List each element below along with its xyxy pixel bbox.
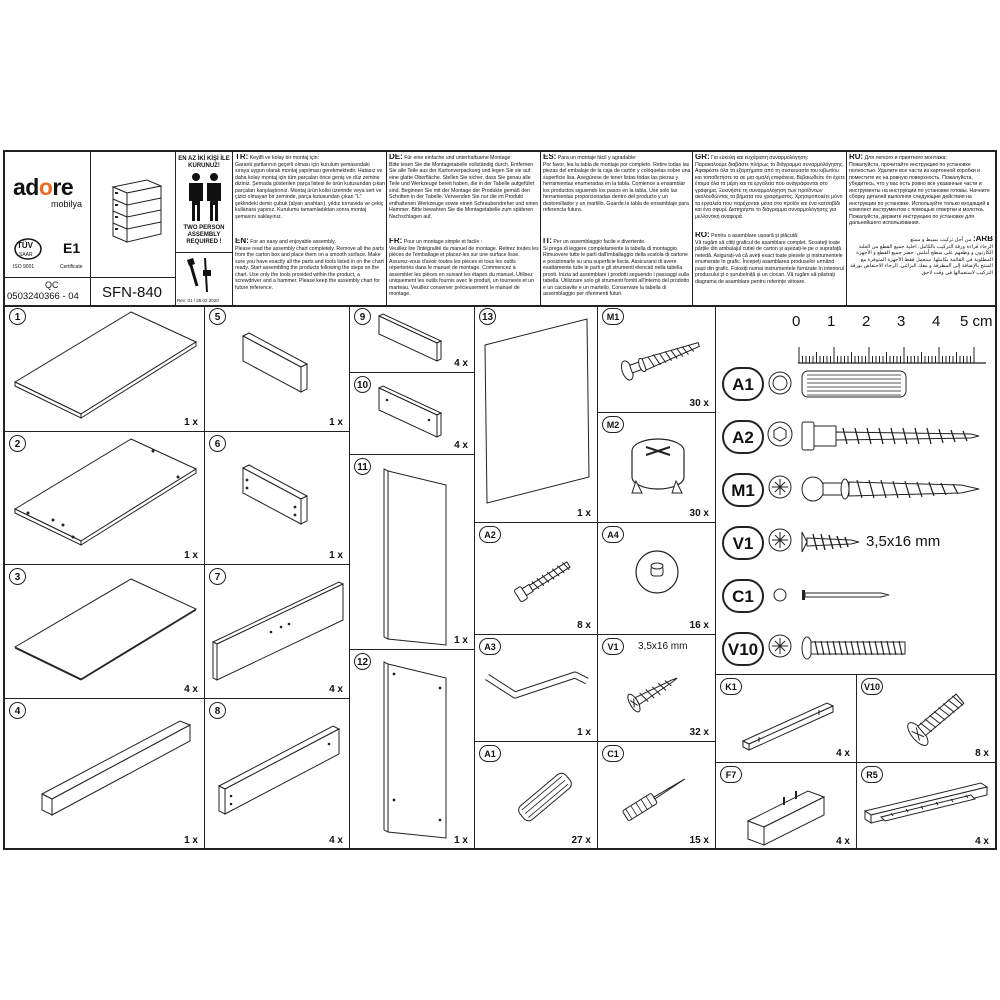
- scale-code-v10: V10: [722, 632, 764, 666]
- scale-code-a2: A2: [722, 420, 764, 454]
- iso-label: ISO 9001: [13, 264, 35, 270]
- fitting-a1: [475, 742, 598, 850]
- panel-10: [350, 373, 475, 455]
- panel-qty: 4 x: [184, 684, 198, 695]
- tuv-sub: SAAR: [19, 252, 33, 258]
- panel-qty: 1 x: [577, 508, 591, 519]
- fitting-f7: [716, 763, 857, 850]
- fitting-code: A2: [479, 526, 501, 543]
- instructions-ru: RU: Для легкого и приятного монтажа: Пожалуйста, прочитайте инструкцию по установке полностью. Удалите все части из картонной коробки и поместите их на ровную поверхность. Пожалуйста, убедитесь, что у вас есть ровно все указанные части и инструменты на инструкции по установке готовы. Начните сборку деталей выполняя следующие действия на инструкции по установке. Используйте только входящий в комплект инструментов с помощью отвертки и молотка. Пожалуйста, держите инструкцию по установке для дальнейшего использования.: [849, 154, 990, 226]
- phillips-head-icon: [766, 632, 796, 662]
- ruler-tick-4: 4: [932, 313, 941, 330]
- fitting-size: 3,5x16 mm: [638, 641, 688, 652]
- panel-6-drawing: [235, 462, 315, 542]
- ruler-tick-3: 3: [897, 313, 906, 330]
- euro-screw-icon: [510, 548, 580, 608]
- panel-12-drawing: [380, 660, 450, 845]
- panel-number: 12: [354, 653, 371, 670]
- fitting-qty: 4 x: [975, 836, 989, 847]
- fitting-qty: 16 x: [689, 620, 709, 631]
- panel-number: 3: [9, 568, 26, 585]
- cert-label: Certificate: [60, 264, 83, 270]
- fitting-code: M2: [602, 416, 624, 433]
- panel-10-drawing: [375, 385, 445, 440]
- panel-number: 13: [479, 308, 496, 325]
- nail-dowel-icon: [616, 767, 696, 827]
- instructions-it: IT: Per un assemblaggio facile e divertente. Si prega di leggere completamente la tabella di montaggio. Rimuovere tutte le parti dall'imballaggio della scatola di cartone e posizionarle su una superficie liscia. Assicurarsi di avere esattamente tutte le parti e gli strumenti elencati nella tabella pronti. Inizia ad assemblare i prodotti seguendo i passaggi sulla tabella. Utilizzare solo gli strumenti forniti all'interno del prodotto e un cacciavite e un martello. Conservare la tabella di assemblaggio per riferimenti futuri.: [543, 238, 690, 297]
- qc-code: 0503240366 - 04: [7, 291, 79, 302]
- panel-2: [5, 432, 205, 565]
- panel-4-drawing: [40, 719, 200, 819]
- tools-icon: [185, 256, 215, 296]
- phillips-head-icon: [766, 473, 796, 503]
- panel-qty: 1 x: [184, 835, 198, 846]
- instructions-de: DE: Für eine einfache und unterhaltsame Montage: Bitte lesen Sie die Montagetabelle vollständig durch. Entfernen Sie alle Teile aus der Kartonverpackung und legen Sie sie auf eine glatte Oberfläche. Stellen Sie sicher, dass Sie genau alle Teile und Werkzeuge bereit haben, die in der Tabelle aufgeführt sind. Beginnen Sie mit der Montage der Produkte gemäß den Schritten in der Tabelle. Verwenden Sie nur die im Produkt enthaltenen Werkzeuge sowie einen Schraubendreher und einen Hammer. Bitte bewahren Sie die Montagetabelle zum späteren Nachschlagen auf.: [389, 154, 539, 220]
- ruler-tick-2: 2: [862, 313, 871, 330]
- fitting-qty: 27 x: [571, 835, 591, 846]
- instructions-en: EN: For an easy and enjoyable assembly. Please read the assembly chart completely. Remove all the parts from the carton box and place them on a smooth surface. Make sure you have exactly all the parts and tools listed in on the chart ready. Start assembling the products following the steps on the chart. Use only the tools provided within the product, a screwdriver and a hammer. Please keep the assembly chart for future reference.: [235, 238, 384, 291]
- panel-qty: 4 x: [454, 358, 468, 369]
- scale-code-v1: V1: [722, 526, 764, 560]
- panel-number: 10: [354, 376, 371, 393]
- panel-7-drawing: [211, 580, 346, 680]
- brand-sub: mobilya: [51, 199, 83, 209]
- panel-number: 1: [9, 308, 26, 325]
- panel-3-drawing: [13, 575, 198, 685]
- fitting-v1: [598, 635, 716, 742]
- panel-qty: 4 x: [329, 835, 343, 846]
- assembly-sheet: [3, 150, 997, 850]
- panel-qty: 1 x: [329, 550, 343, 561]
- block-handle-icon: [744, 777, 844, 847]
- wood-dowel-icon: [505, 762, 585, 832]
- instructions-arb: ARB: من أجل تركيب بسيط و ممتع الرجاء قراءة ورقة التركيب بالكامل. اخلية جميع القطع من العلبة الكارتون و وظعهم على سطح أملس. حضر جميع القطع و الأجهزة المطلوبة في القائمة بكاملها. ستعمل فقط الأجهزة المتوفرة مع المنتج بالإضافة إلى المطرقة و مفك البراغي. الرجاء الاحتفاض بورقة التركيب لاستعمالها في وقت لاحق.: [850, 236, 993, 276]
- brand-logo: adore: [13, 174, 74, 200]
- panel-7: [205, 565, 350, 699]
- panel-number: 6: [209, 435, 226, 452]
- revision: Rev: 01 / 25.02.2020: [177, 298, 219, 303]
- instructions-fr: FR: Pour un montage simple et facile : Veuillez lire l'intégralité du manuel de montage. Retirez toutes les pièces de l'emballage et placez-les sur une surface lisse. Assurez-vous d'avoir toutes les pièces et tous les outils répertoriés dans le manuel de montage. Commencez à assembler les pièces en suivant les étapes du manuel. Utilisez uniquement les outils fournis avec le produit, un tournevis et un marteau. Veuillez conserver précieusement le manuel de montage.: [389, 238, 539, 297]
- fitting-qty: 4 x: [836, 836, 850, 847]
- panel-6: [205, 432, 350, 565]
- phillips-head-icon: [766, 526, 796, 556]
- warning-tr: EN AZ İKİ KİŞİ İLE KURUNUZ!: [178, 156, 230, 169]
- panel-3: [5, 565, 205, 699]
- scale-code-a1: A1: [722, 367, 764, 401]
- fitting-code: R5: [861, 766, 883, 783]
- panel-1: [5, 305, 205, 432]
- dowel-end-icon: [766, 369, 796, 399]
- wood-screw-icon: [623, 667, 683, 717]
- scale-code-m1: M1: [722, 473, 764, 507]
- fitting-k1: [716, 675, 857, 763]
- panel-number: 2: [9, 435, 26, 452]
- fitting-a3: [475, 635, 598, 742]
- tuv-label: TÜV: [17, 241, 33, 250]
- nail-head-icon: [766, 581, 796, 611]
- fitting-qty: 15 x: [689, 835, 709, 846]
- panel-qty: 1 x: [454, 835, 468, 846]
- dowel-side-icon: [801, 369, 911, 401]
- ruler-tick-1: 1: [827, 313, 836, 330]
- allen-key-icon: [485, 665, 590, 715]
- fitting-code: K1: [720, 678, 742, 695]
- model-code: SFN-840: [102, 284, 163, 301]
- panel-4: [5, 699, 205, 850]
- ruler: [798, 335, 988, 365]
- ruler-tick-0: 0: [792, 313, 801, 330]
- fitting-code: V1: [602, 638, 624, 655]
- fitting-qty: 1 x: [577, 727, 591, 738]
- panel-number: 11: [354, 458, 371, 475]
- panel-9: [350, 305, 475, 373]
- panel-5-drawing: [235, 330, 315, 410]
- panel-number: 7: [209, 568, 226, 585]
- scale-v1-size: 3,5x16 mm: [866, 533, 941, 550]
- fitting-v10: [857, 675, 995, 763]
- instructions-tr: TR: Keyifli ve kolay bir montaj için: Garanti şartlarının geçerli olması için kurulum şemasındaki sıraya uygun olarak montaj yapılması gerekmektedir. Hatasız ve daha kolay montaj için tüm parçaları önce geniş ve düz zemine diziniz. Şemada gösterilen parça listesi ile ürün kutusundan çıkan parçaları karşılaştırınız. Montaj ürün kolisi üzerinde veya sert ve çizici olmayan bir zeminde, parça kutusundan çıkan "L" şeklindeki demir çubuk (alyan anahtarı), yıldız tornavida ve çekiç kullanara yapınız. Kurulumu tamamladıktan sonra montaj şemasını saklayınız.: [235, 154, 385, 220]
- panel-11-drawing: [380, 467, 450, 647]
- warning-en: TWO PERSON ASSEMBLY REQUIRED !: [183, 225, 225, 245]
- machine-screw-side-icon: [801, 634, 911, 662]
- hex-socket-icon: [766, 420, 796, 450]
- fitting-code: M1: [602, 308, 624, 325]
- panel-qty: 1 x: [329, 417, 343, 428]
- panel-9-drawing: [375, 313, 445, 363]
- panel-5: [205, 305, 350, 432]
- scale-panel: [716, 305, 995, 675]
- panel-qty: 1 x: [184, 550, 198, 561]
- panel-qty: 1 x: [184, 417, 198, 428]
- cap-washer-icon: [633, 548, 683, 598]
- fitting-code: C1: [602, 745, 624, 762]
- fitting-r5: [857, 763, 995, 850]
- panel-2-drawing: [13, 437, 198, 547]
- fitting-qty: 30 x: [689, 508, 709, 519]
- fitting-qty: 8 x: [975, 748, 989, 759]
- panel-number: 9: [354, 308, 371, 325]
- fitting-qty: 4 x: [836, 748, 850, 759]
- fitting-code: A1: [479, 745, 501, 762]
- panel-8-drawing: [217, 724, 342, 824]
- panel-13: [475, 305, 598, 523]
- panel-number: 4: [9, 702, 26, 719]
- scale-code-c1: C1: [722, 579, 764, 613]
- e1-badge: E1: [63, 240, 81, 256]
- fitting-m2: [598, 413, 716, 523]
- euro-screw-side-icon: [801, 420, 981, 452]
- fitting-code: V10: [861, 678, 883, 695]
- instructions-ro: RO: Pentru o asamblare ușoară și plăcută: Vă rugăm să citiți graficul de asamblare complet. Scoateți toate părțile din ambalajul cutiei de carton și așezați-le pe o suprafață netedă. Asigurați-vă că aveți exact toate piesele și instrumentele enumerate în grafic. Începeți asamblarea produselor urmând pașii din grafic. Folosiți numai instrumentele furnizate în interiorul produsului și o șurubelniță și un ciocan. Vă rugăm să păstrați diagrama de asamblare pentru referințe viitoare.: [695, 232, 845, 285]
- panel-1-drawing: [13, 310, 198, 420]
- cam-bolt-icon: [616, 330, 706, 380]
- ruler-tick-5: 5 cm: [960, 313, 993, 330]
- cam-bolt-side-icon: [801, 473, 981, 505]
- machine-screw-icon: [902, 683, 972, 753]
- dresser-icon: [105, 172, 165, 247]
- fitting-c1: [598, 742, 716, 850]
- panel-number: 5: [209, 308, 226, 325]
- bar-handle-icon: [741, 693, 841, 753]
- fitting-code: A4: [602, 526, 624, 543]
- instructions-gr: GR: Για εύκολη και ευχάριστη συναρμολόγηση: Παρακαλούμε διαβάστε πλήρως το διάγραμμα συναρμολόγησης. Αφαιρέστε όλα τα εξαρτήματα από τη συσκευασία του κιβωτίου και τοποθετήστε τα σε μια ομαλή επιφάνεια. Βεβαιωθείτε ότι έχετε έτοιμα όλα τα μέρη και τα εργαλεία που αναγράφονται στο γράφημα. Ξεκινήστε τη συναρμολόγηση των προϊόντων ακολουθώντας τα βήματα του γραφήματος. Χρησιμοποιείτε μόνο τα εργαλεία που παρέχονται μέσα στο προϊόν και ένα κατσαβίδι και ένα σφυρί. Διατηρήστε το διάγραμμα συναρμολόγησης για μελλοντική αναφορά.: [695, 154, 845, 220]
- fitting-code: A3: [479, 638, 501, 655]
- panel-11: [350, 455, 475, 650]
- header: [5, 152, 995, 307]
- panel-qty: 1 x: [454, 635, 468, 646]
- fitting-a2: [475, 523, 598, 635]
- fitting-qty: 30 x: [689, 398, 709, 409]
- fitting-qty: 32 x: [689, 727, 709, 738]
- panel-12: [350, 650, 475, 850]
- fitting-code: F7: [720, 766, 742, 783]
- drawer-rail-icon: [861, 781, 991, 831]
- cam-lock-icon: [626, 435, 691, 505]
- nail-side-icon: [801, 587, 891, 603]
- panel-qty: 4 x: [454, 440, 468, 451]
- wood-screw-side-icon: [801, 528, 861, 556]
- fitting-a4: [598, 523, 716, 635]
- panel-number: 8: [209, 702, 226, 719]
- fitting-m1: [598, 305, 716, 413]
- panel-8: [205, 699, 350, 850]
- qc-label: QC: [45, 280, 59, 290]
- two-person-icon: [185, 172, 225, 222]
- panel-qty: 4 x: [329, 684, 343, 695]
- fitting-qty: 8 x: [577, 620, 591, 631]
- instructions-es: ES: Para un montaje fácil y agradable: Por favor, lea la tabla de montaje por completo. Retire todas las piezas del embalaje de la caja de cartón y colóquelas sobre una superficie lisa. Asegúrese de tener listas todas las piezas y herramientas enumeradas en la tabla. Comience a ensamblar los productos siguiendo los pasos en la tabla. Use solo las herramientas proporcionadas dentro del producto y un destornillador y un martillo. Guarde la tabla de ensamblaje para referencia futura.: [543, 154, 691, 213]
- panel-13-drawing: [483, 317, 593, 507]
